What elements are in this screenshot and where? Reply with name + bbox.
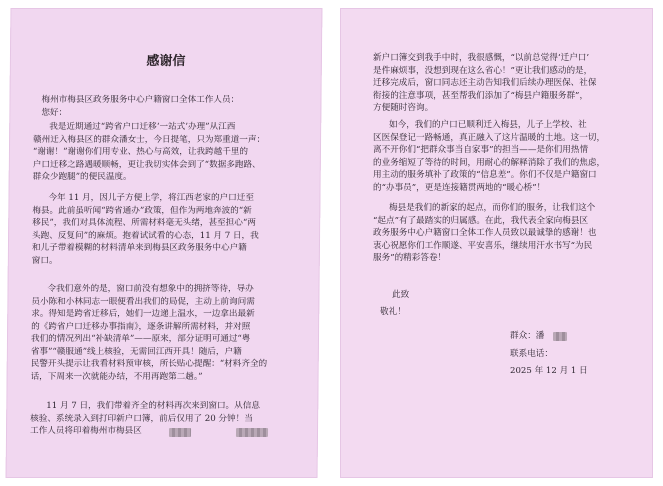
redaction-mark [236,428,268,437]
redaction-mark [169,428,191,437]
paragraph-1: 我是近期通过“跨省户口迁移‘一站式’办理”从江西 赣州迁入梅县区的群众潘女士，今日提笔，只为郑重道一声： “谢谢！”谢谢你们用专业、热心与高效，让我跨越千里的 户口迁移之路遇暖顺畅，更让我切实体会到了“数据多跑路、 群众少跑腿”的便民温度。 [32,122,266,183]
paragraph-6: 如今，我们的户口已顺利迁入梅县，儿子上学校、社 区医保登记一路畅通，真正融入了这片温暖的土地。这一切， 离不开你们“把群众事当自家事”的担当——是你们用热情 的业务缩短了等待的时间，用耐心的解释消除了我们的焦虑， 用主动的服务填补了政策的“信息差”。你们不仅是户籍窗口 的“办事员”，更是连接籍贯两地的“暖心桥”！ [373,120,606,193]
right-letter-page [340,8,653,478]
greeting: 您好： [41,108,68,118]
paragraph-3: 令我们意外的是，窗口前没有想象中的拥挤等待，导办 员小陈和小林同志一眼便看出我们的局促，主动上前询问需 求。得知是跨省迁移后，她们一边递上温水，一边拿出最新 的《跨省户口迁移办事指南》，逐条讲解所需材料，并对照 我们的情况列出“补缺清单”——原来，部分证明可通过“粤 省事”“赣服通”线上核验，无需回江西开具！随后，户籍 民警开头提示让我看材料预审核，所长贴心提醒：“材料齐全的 话，下周来一次就能办结，不用再跑第二趟。” [30,284,268,382]
closing-salute: 此致 [392,290,410,300]
signer-name: 群众：潘 [510,331,545,341]
paragraph-2: 今年 11 月，因儿子方便上学，将江西老家的户口迁至 梅县。此前虽听闻“跨省通办”政策，但作为两地奔波的“新 移民”，我们对具体流程、所需材料毫无头绪，甚至担心“两 头跑、反复问”的麻烦。抱着试试看的心态，11 月 7 日，我 和儿子带着模糊的材料清单来到梅县区政务服务中心户籍 窗口。 [31,193,259,266]
paragraph-5: 新户口簿交到我手中时，我很感慨，“以前总觉得‘迁户口’ 是件麻烦事，没想到现在这么省心！”更让我们感动的是， 迁移完成后，窗口同志还主动告知我们后续办理医保、社保 衔接的注意事项，甚至帮我们添加了“梅县户籍服务群”， 方便随时咨询。 [373,53,597,114]
salutation: 梅州市梅县区政务服务中心户籍窗口全体工作人员： [41,95,240,105]
closing-regards: 敬礼！ [380,307,406,317]
paragraph-4: 11 月 7 日，我们带着齐全的材料再次来到窗口。从信息 核验、系统录入到打印新户口簿，前后仅用了 20 分钟！当 工作人员将印着梅州市梅县区 [29,401,261,437]
letter-title: 感谢信 [146,54,186,69]
left-letter-page [6,8,323,478]
letter-date: 2025 年 12 月 1 日 [510,366,588,376]
paragraph-7: 梅县是我们的新家的起点，而你们的服务，让我们这个 “起点”有了最踏实的归属感。在此，我代表全家向梅县区 政务服务中心户籍窗口全体工作人员致以最诚挚的感谢！也 衷心祝愿你们工作顺遂、平安喜乐，继续用汗水书写“为民 服务”的精彩答卷！ [373,203,597,264]
signer-phone-label: 联系电话： [510,349,553,359]
redaction-mark [553,332,567,341]
